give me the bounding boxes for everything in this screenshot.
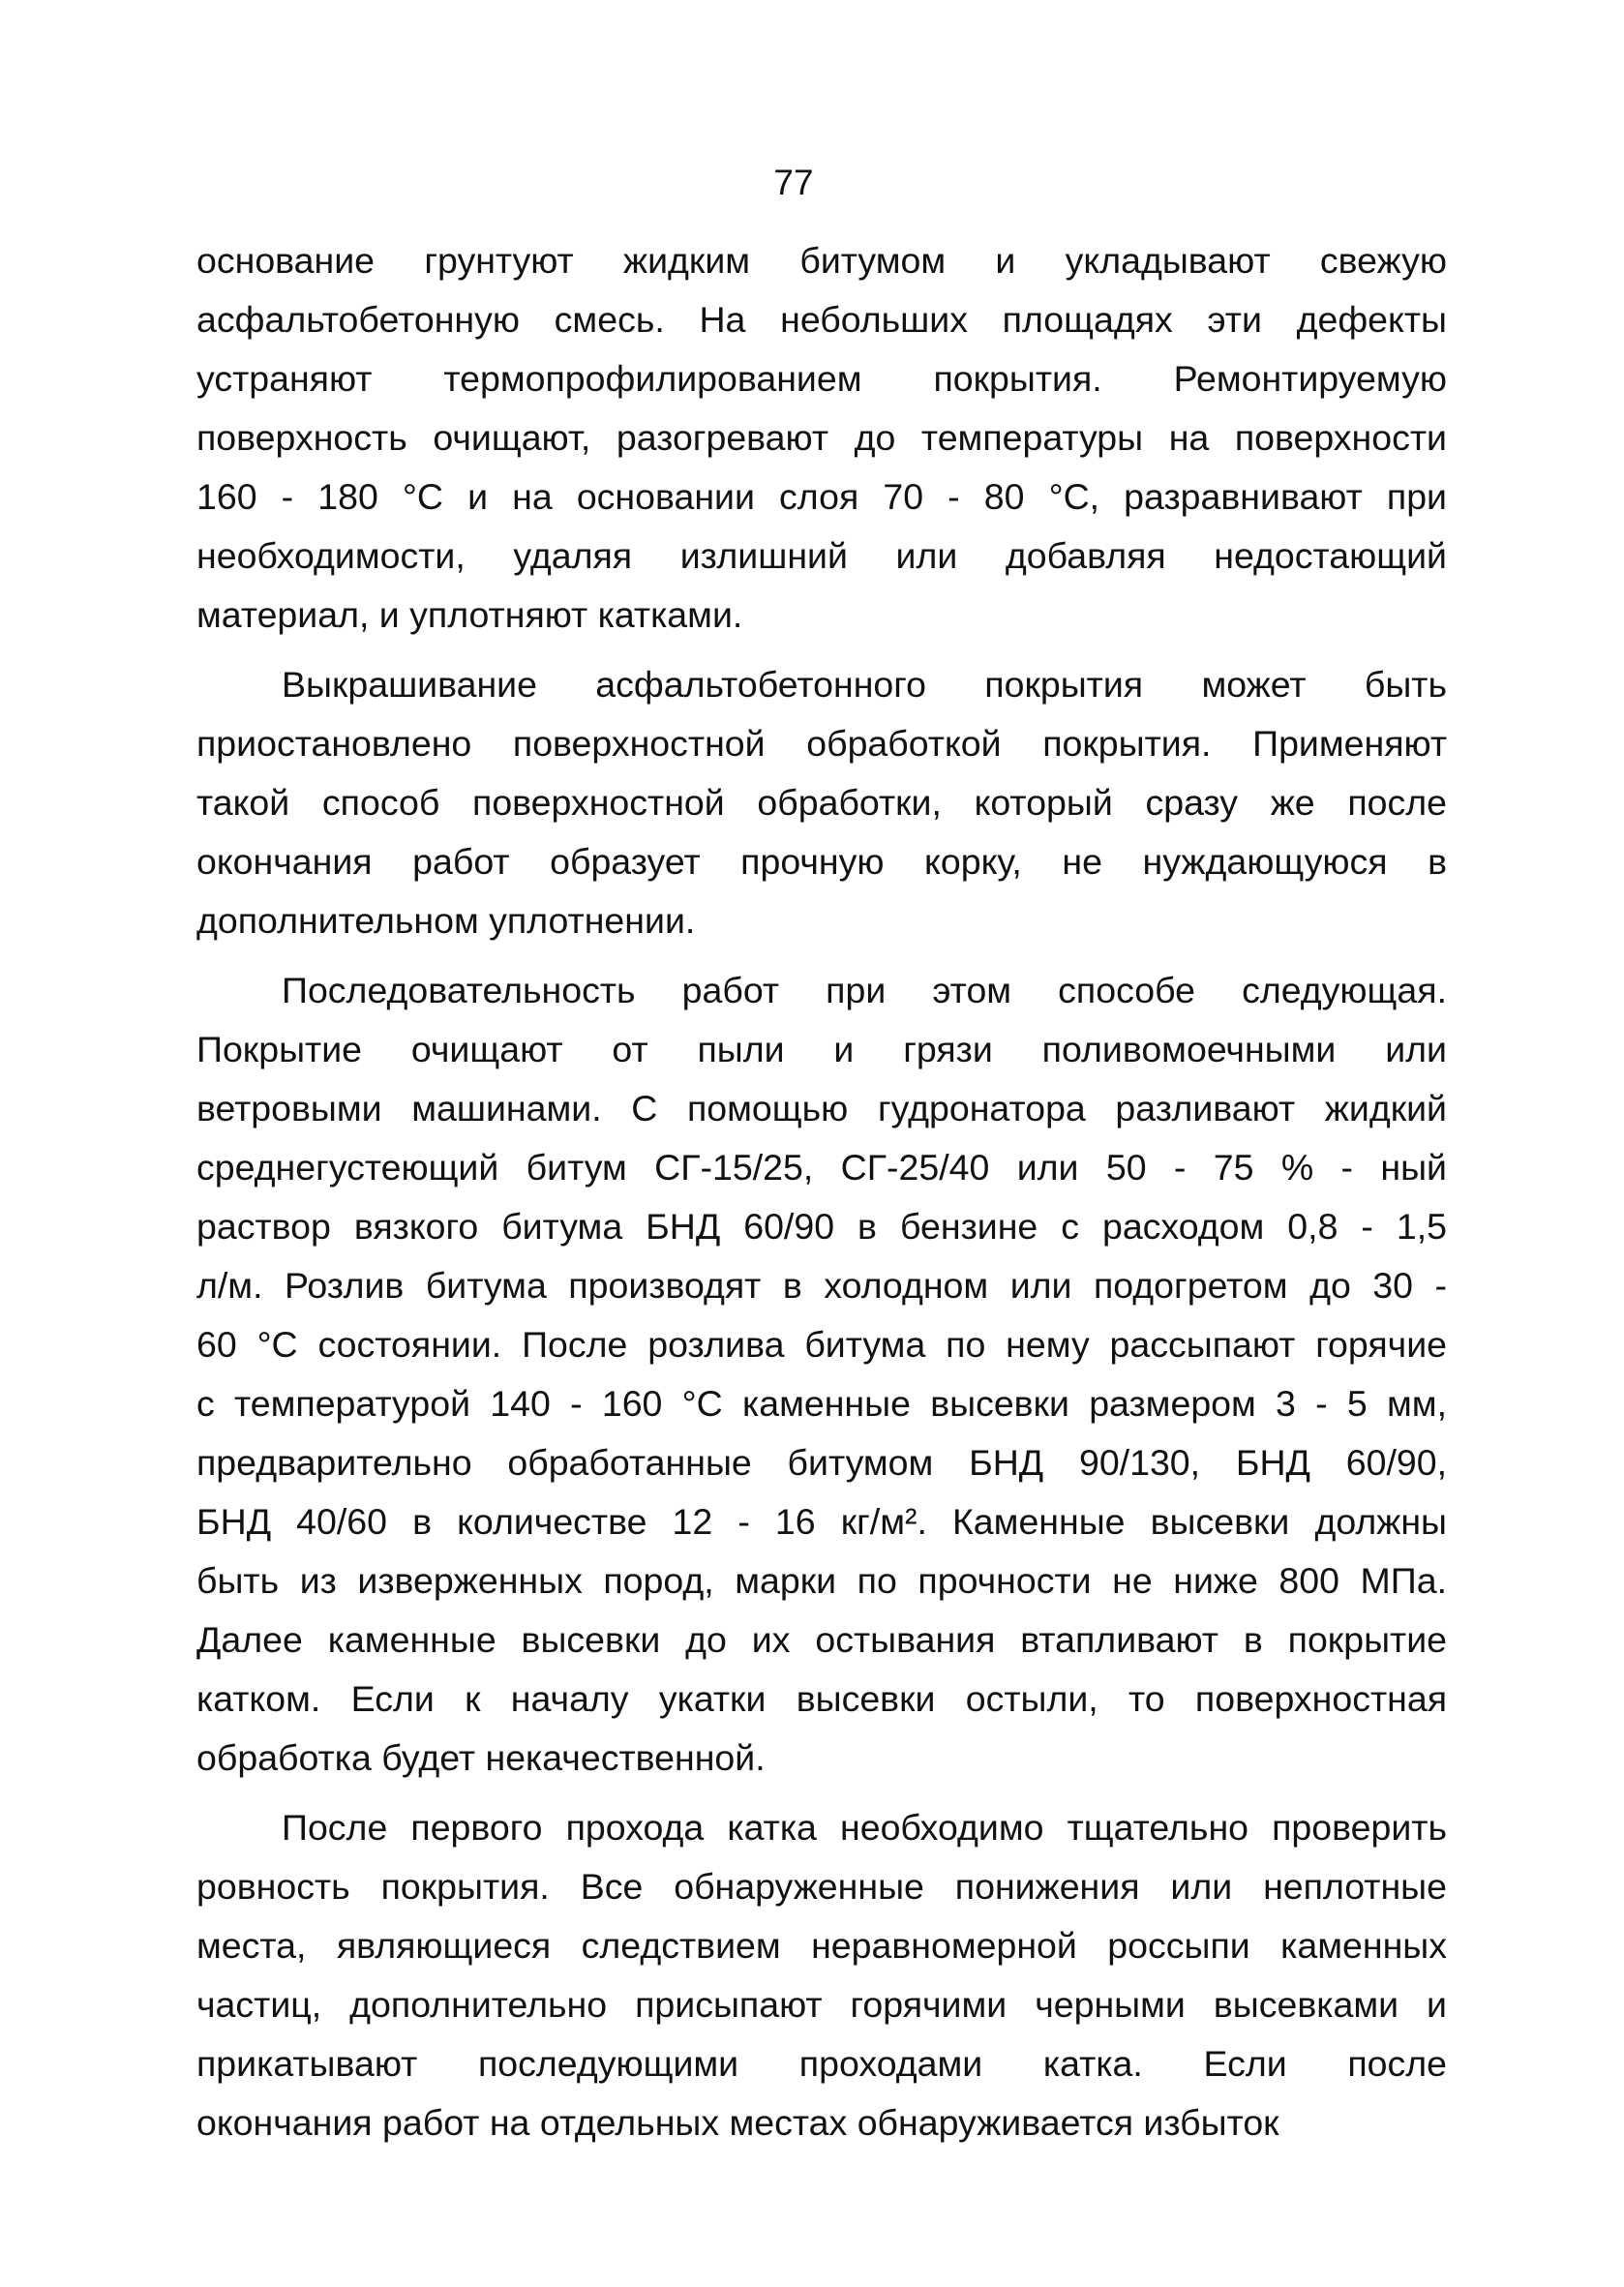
text-line: БНД 40/60 в количестве 12 - 16 кг/м². Каменные высевки должны xyxy=(196,1501,1447,1542)
text-line: Покрытие очищают от пыли и грязи поливомоечными или xyxy=(196,1029,1447,1069)
text-line: Выкрашивание асфальтобетонного покрытия может быть xyxy=(282,664,1447,705)
text-line: окончания работ образует прочную корку, не нуждающуюся в xyxy=(196,841,1447,882)
text-line: раствор вязкого битума БНД 60/90 в бензине с расходом 0,8 - 1,5 xyxy=(196,1206,1447,1247)
text-line: быть из изверженных пород, марки по прочности не ниже 800 МПа. xyxy=(196,1560,1447,1601)
text-line: асфальтобетонную смесь. На небольших площадях эти дефекты xyxy=(196,299,1447,340)
text-line: предварительно обработанные битумом БНД 90/130, БНД 60/90, xyxy=(196,1442,1447,1483)
paragraph xyxy=(196,655,1447,950)
text-line: окончания работ на отдельных местах обнаруживается избыток xyxy=(196,2102,1279,2143)
text-line: частиц, дополнительно присыпают горячими черными высевками и xyxy=(196,1984,1447,2025)
text-line: ветровыми машинами. С помощью гудронатора разливают жидкий xyxy=(196,1088,1447,1128)
text-line: необходимости, удаляя излишний или добавляя недостающий xyxy=(196,535,1447,576)
page-number: 77 xyxy=(773,163,814,202)
text-line: Последовательность работ при этом способе следующая. xyxy=(282,970,1447,1010)
text-line: основание грунтуют жидким битумом и укладывают свежую xyxy=(196,240,1447,281)
paragraph xyxy=(196,961,1447,1788)
text-line: места, являющиеся следствием неравномерной россыпи каменных xyxy=(196,1925,1447,1966)
text-line: 60 °C состоянии. После розлива битума по нему рассыпают горячие xyxy=(196,1324,1447,1365)
text-line: 160 - 180 °C и на основании слоя 70 - 80 °C, разравнивают при xyxy=(196,476,1447,517)
text-line: дополнительном уплотнении. xyxy=(196,900,696,941)
text-line: среднегустеющий битум СГ-15/25, СГ-25/40 или 50 - 75 % - ный xyxy=(196,1147,1447,1188)
text-line: катком. Если к началу укатки высевки остыли, то поверхностная xyxy=(196,1678,1447,1719)
paragraph xyxy=(196,231,1447,645)
text-line: После первого прохода катка необходимо тщательно проверить xyxy=(282,1807,1447,1848)
text-line: поверхность очищают, разогревают до температуры на поверхности xyxy=(196,417,1447,458)
text-line: с температурой 140 - 160 °C каменные высевки размером 3 - 5 мм, xyxy=(196,1383,1447,1424)
text-line: устраняют термопрофилированием покрытия. Ремонтируемую xyxy=(196,358,1447,399)
text-line: прикатывают последующими проходами катка. Если после xyxy=(196,2043,1447,2084)
body-text xyxy=(196,231,1447,2152)
text-line: л/м. Розлив битума производят в холодном или подогретом до 30 - xyxy=(196,1265,1447,1306)
text-line: ровность покрытия. Все обнаруженные понижения или неплотные xyxy=(196,1866,1447,1907)
paragraph xyxy=(196,1798,1447,2152)
text-line: такой способ поверхностной обработки, который сразу же после xyxy=(196,782,1447,823)
text-line: Далее каменные высевки до их остывания втапливают в покрытие xyxy=(196,1619,1447,1660)
text-line: обработка будет некачественной. xyxy=(196,1737,766,1778)
text-line: материал, и уплотняют катками. xyxy=(196,594,743,635)
text-line: приостановлено поверхностной обработкой покрытия. Применяют xyxy=(196,723,1447,764)
